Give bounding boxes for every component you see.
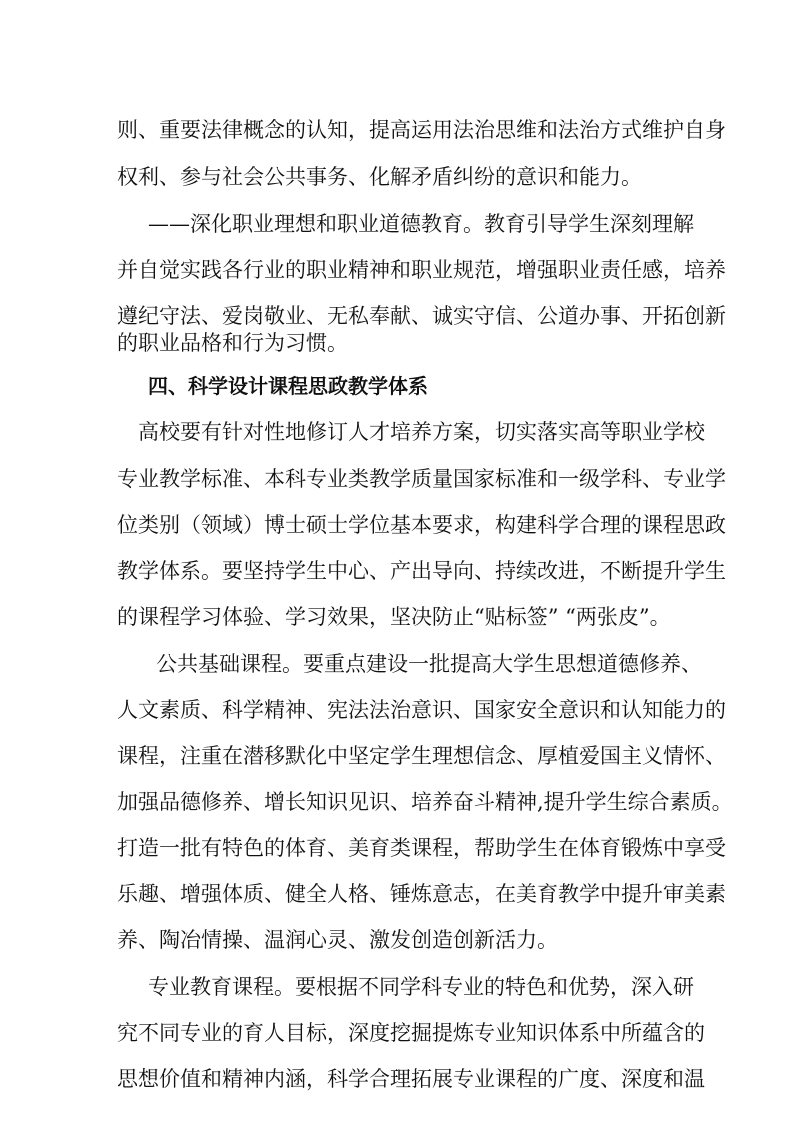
- paragraph-line: ——深化职业理想和职业道德教育。教育引导学生深刻理解: [148, 212, 694, 236]
- paragraph-line: 思想价值和精神内涵，科学合理拓展专业课程的广度、深度和温: [117, 1067, 705, 1091]
- paragraph-line: 教学体系。要坚持学生中心、产出导向、持续改进，不断提升学生: [117, 559, 726, 583]
- paragraph-line: 则、重要法律概念的认知，提高运用法治思维和法治方式维护自身: [117, 118, 726, 142]
- paragraph-line: 权利、参与社会公共事务、化解矛盾纠纷的意识和能力。: [117, 165, 642, 189]
- paragraph-line: 的课程学习体验、学习效果，坚决防止“贴标签” “两张皮”。: [117, 605, 671, 629]
- paragraph-line: 乐趣、增强体质、健全人格、锤炼意志，在美育教学中提升审美素: [117, 882, 726, 906]
- paragraph-line: 人文素质、科学精神、宪法法治意识、国家安全意识和认知能力的: [117, 698, 726, 722]
- paragraph-line: 究不同专业的育人目标，深度挖掘提炼专业知识体系中所蕴含的: [117, 1021, 705, 1045]
- paragraph-line: 专业教学标准、本科专业类教学质量国家标准和一级学科、专业学: [117, 467, 726, 491]
- paragraph-line: 高校要有针对性地修订人才培养方案，切实落实高等职业学校: [138, 420, 705, 444]
- paragraph-line: 遵纪守法、爱岗敬业、无私奉献、诚实守信、公道办事、开拓创新: [117, 304, 726, 328]
- paragraph-line: 打造一批有特色的体育、美育类课程，帮助学生在体育锻炼中享受: [117, 836, 726, 860]
- section-heading: 四、科学设计课程思政教学体系: [148, 374, 428, 398]
- paragraph-line: 课程，注重在潜移默化中坚定学生理想信念、厚植爱国主义情怀、: [117, 744, 726, 768]
- paragraph-line: 养、陶冶情操、温润心灵、激发创造创新活力。: [117, 928, 558, 952]
- paragraph-line: 专业教育课程。要根据不同学科专业的特色和优势，深入研: [148, 975, 694, 999]
- paragraph-line: 公共基础课程。要重点建设一批提高大学生思想道德修养、: [156, 652, 702, 676]
- paragraph-line: 的职业品格和行为习惯。: [117, 331, 348, 355]
- paragraph-line: 加强品德修养、增长知识见识、培养奋斗精神,提升学生综合素质。: [117, 790, 733, 814]
- paragraph-line: 位类别（领域）博士硕士学位基本要求，构建科学合理的课程思政: [117, 513, 726, 537]
- paragraph-line: 并自觉实践各行业的职业精神和职业规范，增强职业责任感，培养: [117, 258, 726, 282]
